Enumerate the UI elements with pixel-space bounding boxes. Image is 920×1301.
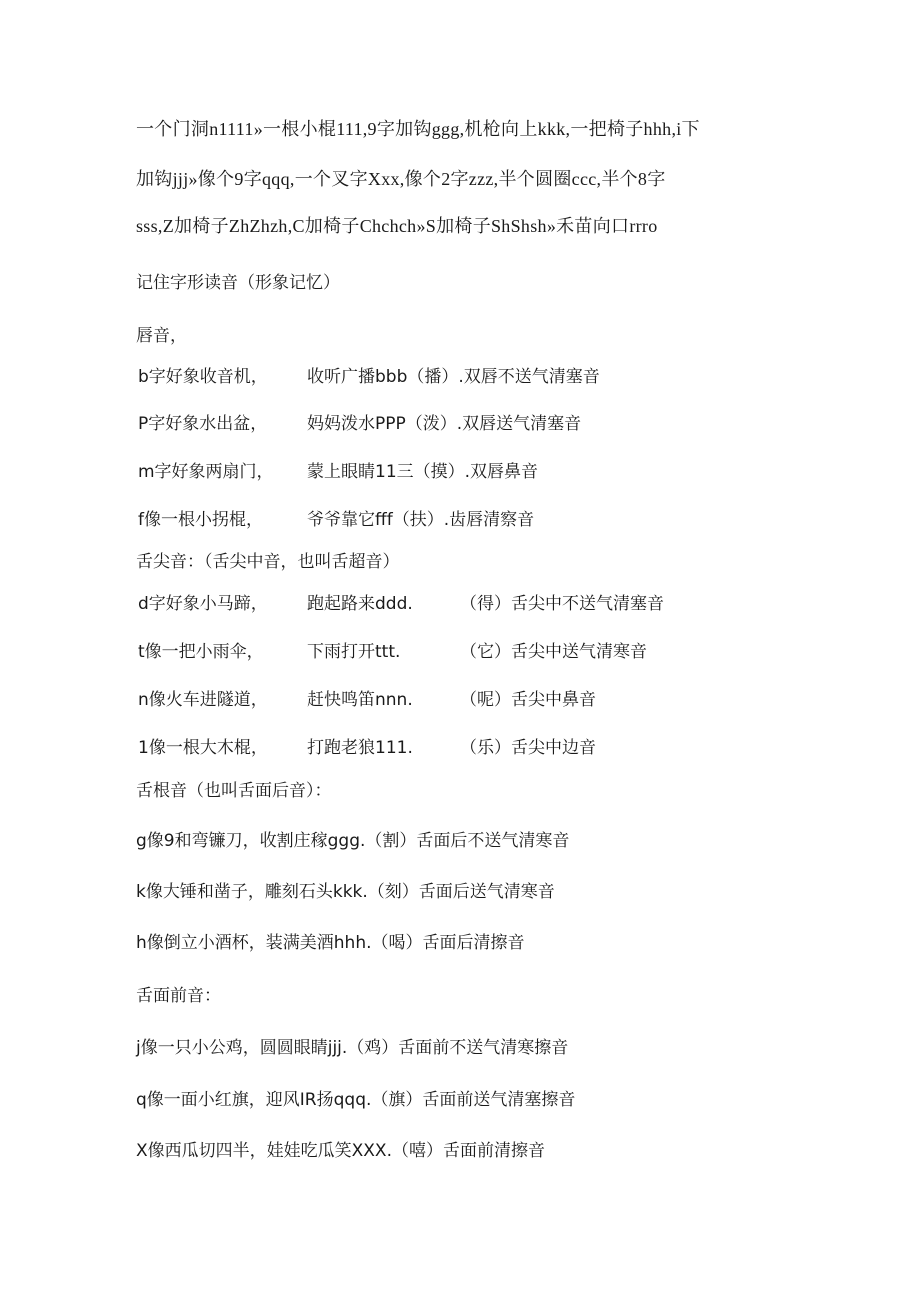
tip-row-4-desc: 打跑老狼111. [307, 738, 413, 758]
front-row-3: X像西瓜切四半，娃娃吃瓜笑XXX.（嘻）舌面前清擦音 [136, 1141, 545, 1161]
front-row-1: j像一只小公鸡，圆圆眼睛jjj.（鸡）舌面前不送气清寒擦音 [136, 1038, 569, 1058]
lip-row-3-shape: m字好象两扇门， [138, 462, 274, 482]
lip-row-1-shape: b字好象收音机， [138, 367, 268, 387]
root-row-3: h像倒立小酒杯，装满美酒hhh.（喝）舌面后清擦音 [136, 933, 525, 953]
root-row-1: g像9和弯镰刀，收割庄稼ggg.（割）舌面后不送气清寒音 [136, 831, 570, 851]
lip-row-1-desc: 收听广播bbb（播）.双唇不送气清塞音 [307, 367, 600, 387]
tip-row-1-shape: d字好象小马蹄， [138, 594, 268, 614]
tip-row-3-shape: n像火车进隧道， [138, 690, 268, 710]
root-row-2: k像大锤和凿子，雕刻石头kkk.（刻）舌面后送气清寒音 [136, 882, 555, 902]
tip-row-1-sound: （得）舌尖中不送气清塞音 [460, 594, 664, 614]
lip-row-3-desc: 蒙上眼睛11三（摸）.双唇鼻音 [307, 462, 539, 482]
lip-row-2-desc: 妈妈泼水PPP（泼）.双唇送气清塞音 [307, 414, 582, 434]
lip-row-4-desc: 爷爷靠它fff（扶）.齿唇清察音 [307, 510, 535, 530]
tip-row-4-sound: （乐）舌尖中边音 [460, 738, 596, 758]
root-heading: 舌根音（也叫舌面后音）： [136, 781, 332, 801]
front-heading: 舌面前音： [136, 986, 221, 1006]
tip-row-3-sound: （呢）舌尖中鼻音 [460, 690, 596, 710]
memory-heading: 记住字形读音（形象记忆） [136, 273, 340, 293]
tip-row-2-desc: 下雨打开ttt. [307, 642, 401, 662]
tip-row-1-desc: 跑起路来ddd. [307, 594, 413, 614]
intro-line-2: 加钩jjj»像个9字qqq,一个叉字Xxx,像个2字zzz,半个圆圈ccc,半个8字 [136, 169, 666, 189]
lip-row-2-shape: P字好象水出盆， [138, 414, 268, 434]
intro-line-1: 一个门洞n1111»一根小棍111,9字加钩ggg,机枪向上kkk,一把椅子hhh,i下 [136, 119, 700, 139]
tip-heading: 舌尖音：（舌尖中音，也叫舌超音） [136, 552, 400, 572]
tip-row-2-sound: （它）舌尖中送气清寒音 [460, 642, 647, 662]
intro-line-3: sss,Z加椅子ZhZhzh,C加椅子Chchch»S加椅子ShShsh»禾苗向口rrro [136, 216, 658, 236]
lip-row-4-shape: f像一根小拐棍， [138, 510, 263, 530]
tip-row-4-shape: 1像一根大木棍， [138, 738, 268, 758]
tip-row-3-desc: 赶快鸣笛nnn. [307, 690, 413, 710]
tip-row-2-shape: t像一把小雨伞， [138, 642, 264, 662]
front-row-2: q像一面小红旗，迎风IR扬qqq.（旗）舌面前送气清塞擦音 [136, 1090, 576, 1110]
lip-heading: 唇音， [136, 326, 187, 346]
